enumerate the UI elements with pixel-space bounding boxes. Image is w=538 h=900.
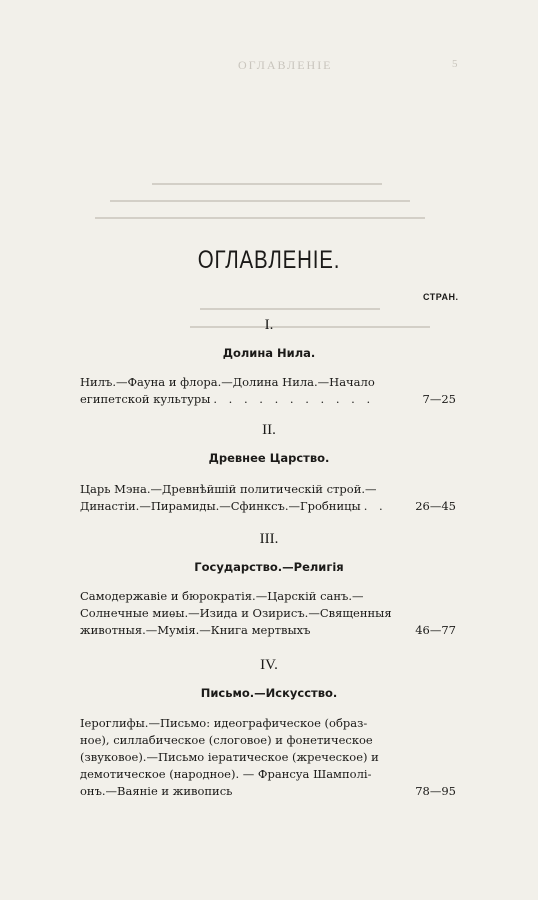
page-range: 26—45 [415, 499, 456, 513]
entry-line: животныя.—Мумія.—Книга мертвыхъ [80, 623, 311, 637]
pages-column-header: СТРАН. [423, 292, 459, 302]
toc-entry [80, 481, 456, 515]
page-title: ОГЛАВЛЕНІЕ. [197, 246, 341, 274]
section-numeral: IV. [260, 657, 278, 673]
entry-line: демотическое (народное). — Франсуа Шамполі- [80, 767, 372, 781]
section-numeral: I. [264, 317, 274, 333]
entry-line: Нилъ.—Фауна и флора.—Долина Нила.—Начало [80, 375, 375, 389]
show-through-line [95, 217, 425, 219]
section-title: Государство.—Религія [194, 560, 344, 574]
show-through-line [200, 308, 380, 310]
leader-dots: . . [363, 499, 387, 513]
section-title: Долина Нила. [222, 346, 316, 360]
entry-line: Іероглифы.—Письмо: идеографическое (образ- [80, 716, 368, 730]
page-range: 78—95 [415, 784, 456, 798]
entry-line: Самодержавіе и бюрократія.—Царскій санъ.— [80, 589, 364, 603]
section-title: Древнее Царство. [208, 451, 330, 465]
section-title: Письмо.—Искусство. [200, 686, 338, 700]
toc-entry [80, 588, 456, 639]
show-through-line [152, 183, 382, 185]
entry-line: ное), силлабическое (слоговое) и фонетическое [80, 733, 373, 747]
entry-line: Солнечные миѳы.—Изида и Озирисъ.—Священныя [80, 606, 392, 620]
entry-line: Династіи.—Пирамиды.—Сфинксъ.—Гробницы . . [80, 498, 410, 515]
page-range: 46—77 [415, 623, 456, 637]
section-numeral: III. [259, 531, 279, 547]
toc-entry [80, 715, 456, 800]
show-through-running-head: ОГЛАВЛЕНІЕ [238, 58, 333, 72]
page-range: 7—25 [422, 392, 456, 406]
leader-dots: . . . . . . . . . . . [213, 392, 375, 406]
toc-entry [80, 374, 456, 408]
show-through-page-number: 5 [452, 58, 458, 70]
section-numeral: II. [262, 422, 276, 438]
entry-line: египетской культуры . . . . . . . . . . . [80, 391, 410, 408]
show-through-line [110, 200, 410, 202]
entry-line: (звуковое).—Письмо іератическое (жреческое) и [80, 750, 379, 764]
entry-line: Царь Мэна.—Древнѣйшій политическій строй.— [80, 482, 377, 496]
entry-line: онъ.—Ваяніе и живопись [80, 784, 233, 798]
